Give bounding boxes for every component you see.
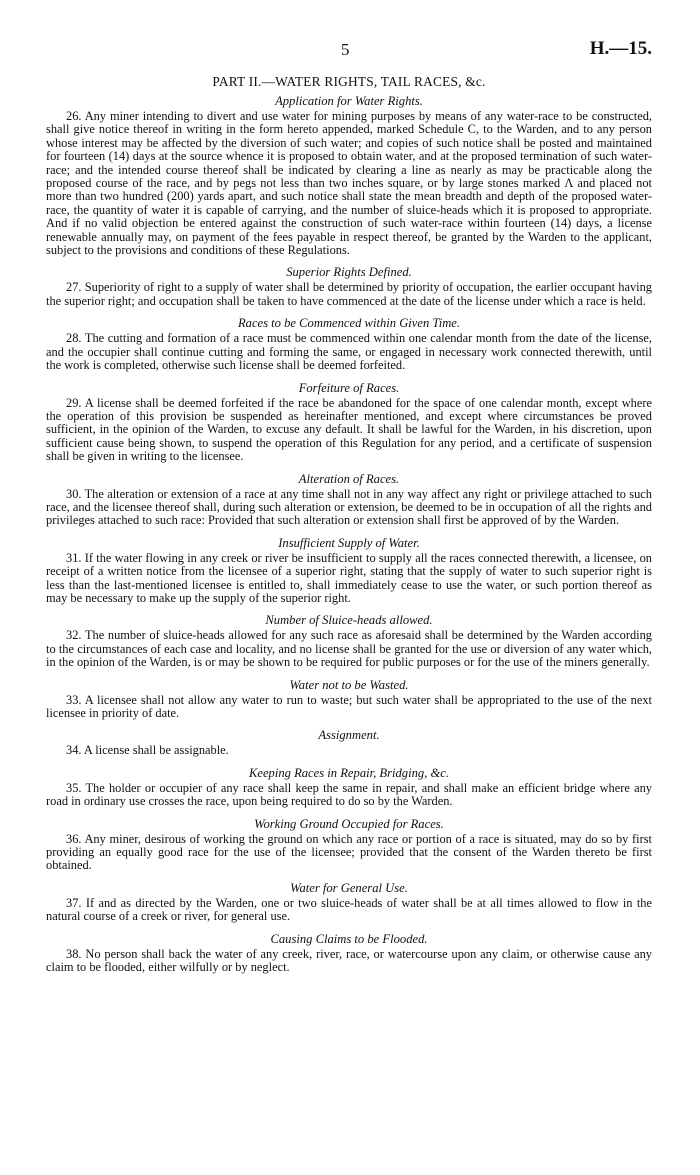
section-heading: Working Ground Occupied for Races. <box>254 816 444 831</box>
section-heading: Water not to be Wasted. <box>289 677 409 692</box>
section-37 <box>46 881 652 924</box>
section-31 <box>46 536 652 606</box>
section-body: 30. The alteration or extension of a race at any time shall not in any way affect any right or privilege attached to such race, and the licensee thereof shall, during such alteration or extension, be deemed to be in occupation of all the rights and privileges attached to such race: Provided that such alteration or extension shall first be approved of by the Warden. <box>46 486 652 528</box>
section-body: 37. If and as directed by the Warden, one or two sluice-heads of water shall be at all times allowed to flow in the natural course of a creek or river, for general use. <box>46 895 652 924</box>
section-34 <box>46 728 652 757</box>
section-28 <box>46 316 652 372</box>
section-body: 34. A license shall be assignable. <box>66 743 229 758</box>
section-26 <box>46 94 652 257</box>
section-body: 28. The cutting and formation of a race must be commenced within one calendar month from the date of the license, and the occupier shall continue cutting and forming the same, or engaged in necessary work connected therewith, until the work is completed, otherwise such license shall be deemed forfeited. <box>46 331 652 373</box>
section-27 <box>46 265 652 308</box>
section-heading: Application for Water Rights. <box>275 94 423 108</box>
section-body: 33. A licensee shall not allow any water to run to waste; but such water shall be appropriated to the use of the next licensee in priority of date. <box>46 692 652 720</box>
part-title: PART II.—WATER RIGHTS, TAIL RACES, &c. <box>212 74 486 89</box>
section-heading: Insufficient Supply of Water. <box>278 535 420 550</box>
section-heading: Number of Sluice-heads allowed. <box>265 613 433 628</box>
section-body: 36. Any miner, desirous of working the ground on which any race or portion of a race is situated, may do so by first providing an equally good race for the use of the licensee; provided that the consent of the Warden thereto be first obtained. <box>46 831 652 873</box>
section-heading: Assignment. <box>318 728 380 743</box>
section-heading: Superior Rights Defined. <box>286 265 412 280</box>
section-heading: Forfeiture of Races. <box>298 380 400 395</box>
section-heading: Water for General Use. <box>290 880 408 895</box>
section-body: 35. The holder or occupier of any race shall keep the same in repair, and shall make an efficient bridge where any road in ordinary use crosses the race, upon being required to do so by the Warden. <box>46 780 652 809</box>
section-heading: Alteration of Races. <box>298 471 400 486</box>
section-32 <box>46 613 652 669</box>
section-33 <box>46 678 652 721</box>
section-body: 27. Superiority of right to a supply of water shall be determined by priority of occupation, the earlier occupant having the superior right; and occupation shall be taken to have commenced at the date of the license under which a race is held. <box>46 280 652 308</box>
section-29 <box>46 381 652 464</box>
section-35 <box>46 766 652 809</box>
page-number: 5 <box>341 40 350 59</box>
document-reference: H.—15. <box>589 38 652 59</box>
page-header <box>46 40 652 66</box>
section-38 <box>46 932 652 975</box>
section-heading: Races to be Commenced within Given Time. <box>237 316 461 331</box>
document-page <box>46 40 652 982</box>
section-heading: Keeping Races in Repair, Bridging, &c. <box>248 765 450 780</box>
section-heading: Causing Claims to be Flooded. <box>270 931 428 946</box>
section-30 <box>46 472 652 528</box>
section-36 <box>46 817 652 873</box>
section-body: 32. The number of sluice-heads allowed for any such race as aforesaid shall be determined by the Warden according to the circumstances of each case and locality, and no license shall be granted for the use or diversion of any water which, in the opinion of the Warden, is or may be shown to be required for public purposes or for the use of the miners generally. <box>46 628 652 670</box>
section-body: 26. Any miner intending to divert and use water for mining purposes by means of any water-race to be constructed, shall give notice thereof in writing in the form hereto appended, marked Schedule C, to the Warden, and to any person whose interest may be affected by the diversion of such water; and copies of such notice shall be posted and maintained for fourteen (14) days at the source whence it is proposed to obtain water, and at the proposed termination of such water-race; and the intended course thereof shall be indicated by clearing a line as nearly as may be practicable along the proposed course of the race, and by pegs not less than two inches square, or by large stones marked Λ and placed not more than two hundred (200) yards apart, and such notice shall state the mean breadth and depth of the proposed water-race, the quantity of water it is capable of carrying, and the number of sluice-heads which it is proposed to appropriate. And if no valid objection be entered against the construction of such water-race within fourteen (14) days, a license renewable annually may, on payment of the fees payable in respect thereof, be granted by the Warden to the applicant, subject to the provisions and conditions of these Regulations. <box>46 109 652 258</box>
section-body: 29. A license shall be deemed forfeited if the race be abandoned for the space of one calendar month, except where the operation of this provision be suspended as hereinafter mentioned, and except where circumstances be proved sufficient, in the opinion of the Warden, to excuse any default. It shall be lawful for the Warden, in his discretion, upon sufficient cause being shown, to suspend the operation of this Regulation for any period, and a certificate of suspension shall be given in writing to the licensee. <box>46 395 652 464</box>
section-body: 38. No person shall back the water of any creek, river, race, or watercourse upon any claim, or otherwise cause any claim to be flooded, either wilfully or by neglect. <box>46 946 652 975</box>
section-body: 31. If the water flowing in any creek or river be insufficient to supply all the races connected therewith, a licensee, on receipt of a written notice from the licensee of a superior right, stating that the supply of water to such superior right is less than the last-mentioned licensee is entitled to, shall immediately cease to use the water, or such portion thereof as may be necessary to make up the supply of the superior right. <box>46 550 652 605</box>
